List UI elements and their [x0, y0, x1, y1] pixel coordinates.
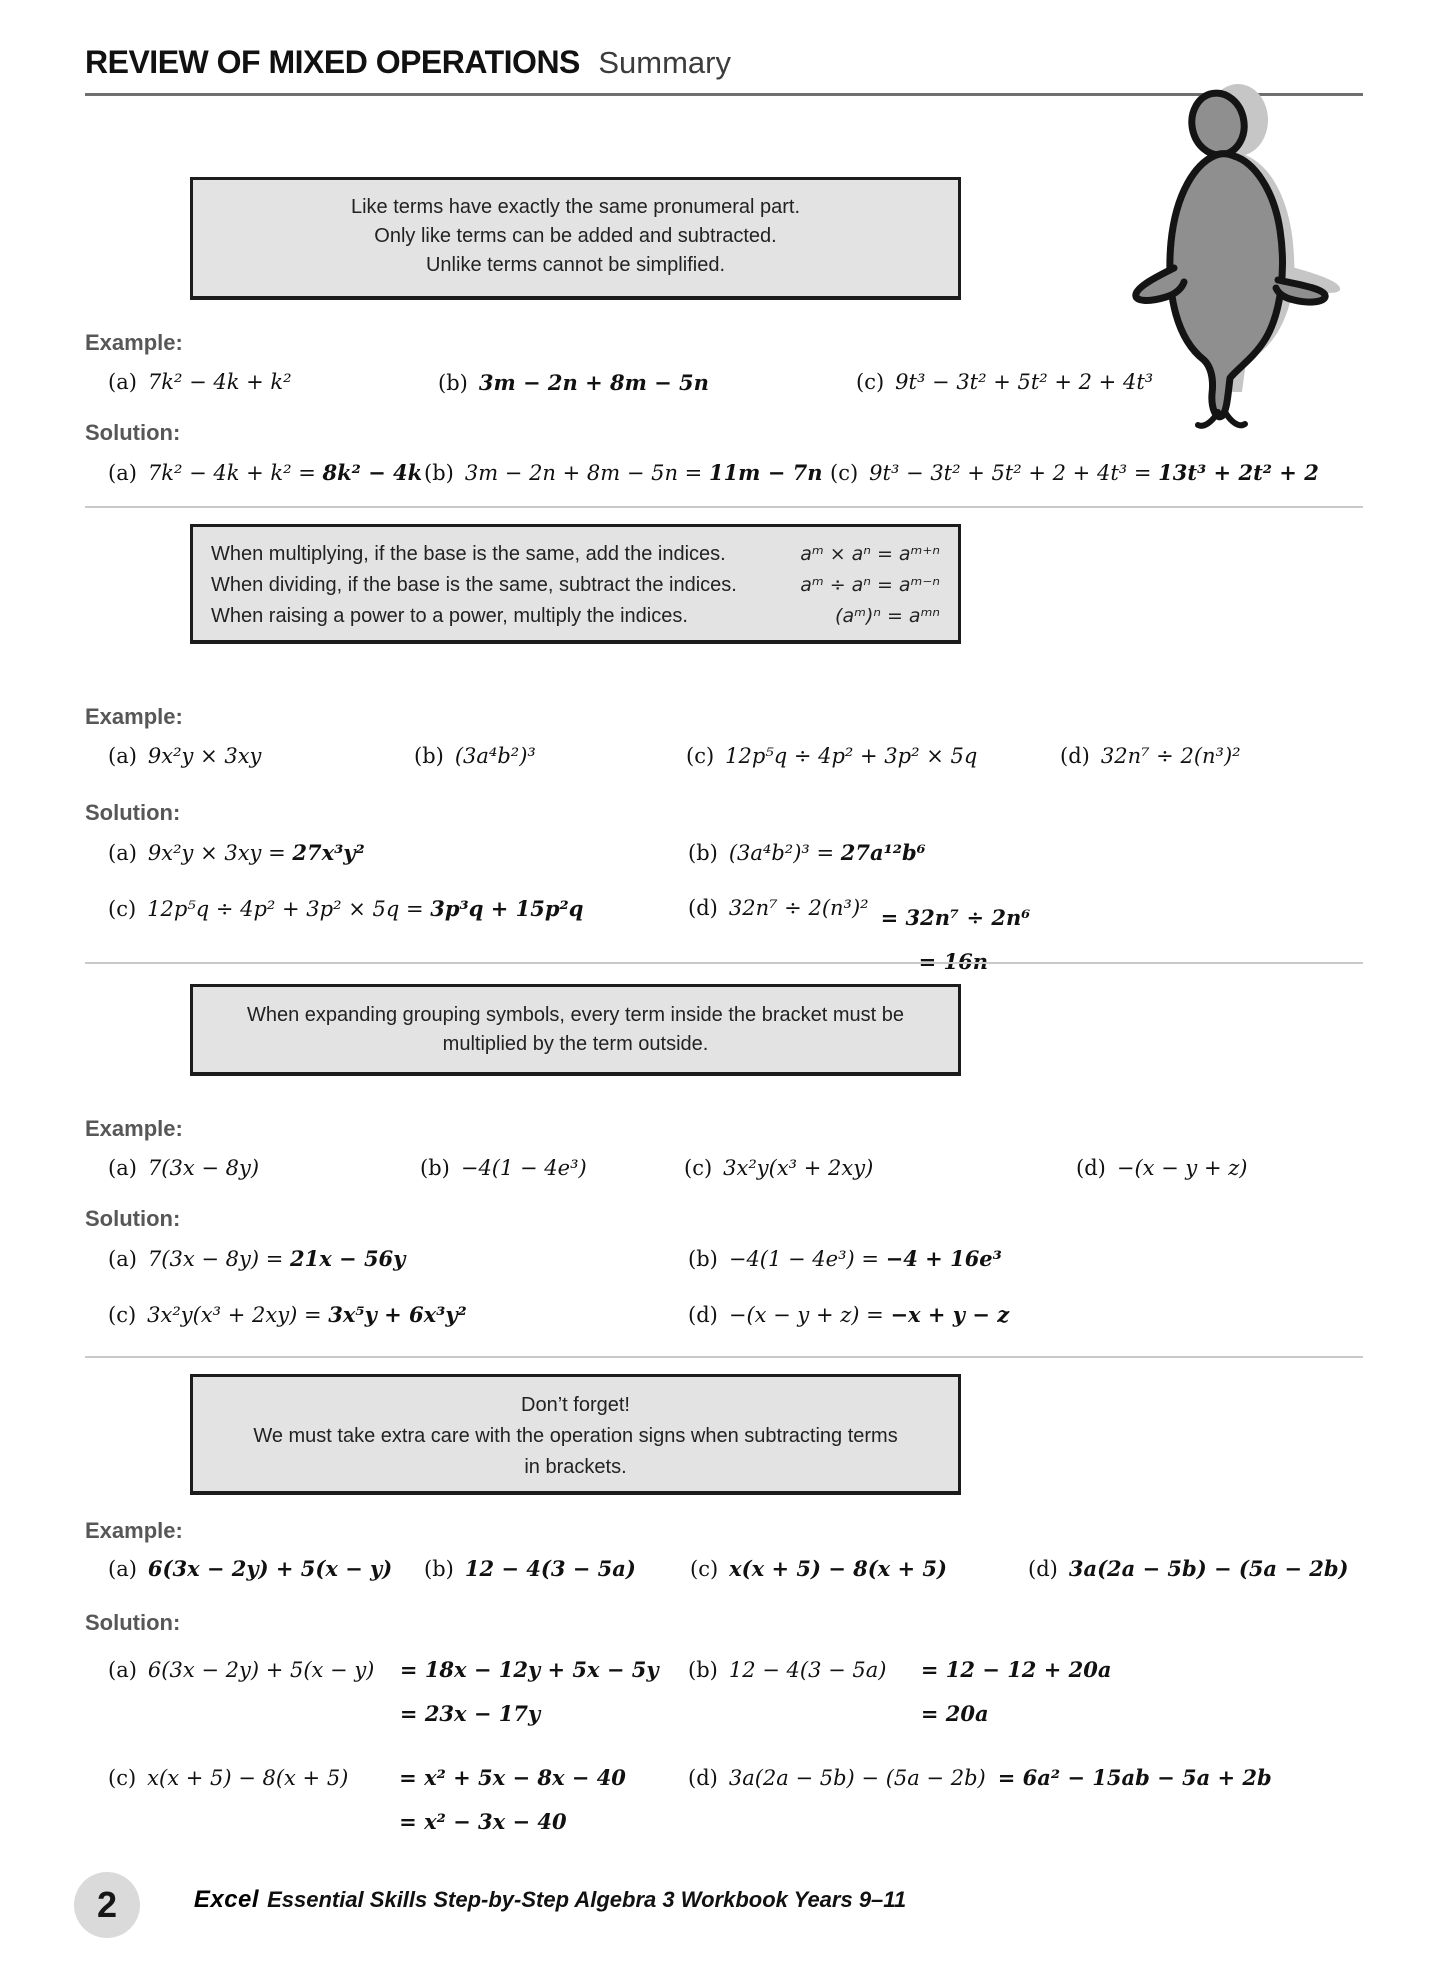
- index-rule: [195, 539, 956, 570]
- solution-item: [688, 896, 1030, 984]
- solution-lhs: −(x − y + z) =: [728, 1303, 891, 1327]
- example-item: [424, 1556, 636, 1581]
- item-label: (b): [414, 744, 444, 768]
- solution-step: = 20a: [920, 1701, 989, 1726]
- page-title: REVIEW OF MIXED OPERATIONS: [85, 44, 580, 80]
- solution-row: [0, 1246, 1445, 1292]
- solution-item: [424, 460, 823, 485]
- solution-row: [0, 1302, 1445, 1348]
- example-item: [420, 1156, 587, 1180]
- example-expression: 7(3x − 8y): [147, 1156, 260, 1180]
- solution-item: [688, 1302, 1009, 1327]
- solution-heading: Solution:: [85, 800, 181, 825]
- item-label: (b): [424, 1557, 454, 1581]
- item-label: (a): [108, 744, 137, 768]
- item-label: (d): [1060, 744, 1090, 768]
- example-expression: x(x + 5) − 8(x + 5): [729, 1556, 947, 1581]
- item-label: (b): [688, 1247, 718, 1271]
- infobox-line: in brackets.: [524, 1456, 627, 1478]
- rule-text: When multiplying, if the base is the same, add the indices.: [211, 543, 726, 565]
- example-expression: 32n⁷ ÷ 2(n³)²: [1100, 744, 1241, 768]
- infobox-line: Unlike terms cannot be simplified.: [425, 254, 725, 276]
- item-label: (c): [690, 1557, 719, 1581]
- example-row: [0, 1156, 1445, 1202]
- item-label: (c): [856, 370, 885, 394]
- index-laws-infobox: [190, 524, 961, 644]
- item-label: (d): [1028, 1557, 1058, 1581]
- section-divider: [85, 962, 1363, 964]
- example-expression: 6(3x − 2y) + 5(x − y): [147, 1556, 393, 1581]
- rule-formula: aᵐ × aⁿ = aᵐ⁺ⁿ: [800, 543, 940, 565]
- example-item: [1076, 1156, 1248, 1180]
- solution-item: [108, 896, 583, 921]
- example-item: [684, 1156, 873, 1180]
- solution-lhs: 12p⁵q ÷ 4p² + 3p² × 5q =: [147, 897, 431, 921]
- solution-row: [0, 840, 1445, 886]
- example-expression: 12 − 4(3 − 5a): [464, 1556, 636, 1581]
- solution-step: = 12 − 12 + 20a: [920, 1657, 1112, 1682]
- person-sketch-illustration: [1126, 72, 1342, 432]
- solution-lhs: 6(3x − 2y) + 5(x − y): [147, 1658, 375, 1682]
- solution-item: [688, 1756, 1272, 1800]
- example-expression: 3a(2a − 5b) − (5a − 2b): [1068, 1556, 1349, 1581]
- rule-text: When dividing, if the base is the same, subtract the indices.: [211, 574, 737, 596]
- example-row: [0, 1556, 1445, 1602]
- solution-steps: [998, 1756, 1272, 1800]
- example-expression: 9x²y × 3xy: [147, 744, 262, 768]
- example-item: [438, 370, 709, 395]
- example-heading: Example:: [85, 704, 183, 729]
- solution-row: [0, 896, 1445, 988]
- solution-item: [688, 1648, 1111, 1736]
- footer: [150, 1886, 950, 1914]
- solution-result: 3x⁵y + 6x³y²: [328, 1302, 467, 1327]
- infobox-line: We must take extra care with the operation signs when subtracting terms: [253, 1425, 898, 1447]
- solution-lhs: 32n⁷ ÷ 2(n³)²: [728, 896, 869, 920]
- item-label: (a): [108, 461, 137, 485]
- solution-step: = 32n⁷ ÷ 2n⁶: [880, 905, 1031, 930]
- solution-row: [0, 1648, 1445, 1748]
- solution-step: = 16n: [918, 949, 988, 974]
- solution-lhs: 7k² − 4k + k² =: [147, 461, 323, 485]
- solution-lhs: 12 − 4(3 − 5a): [728, 1658, 887, 1682]
- solution-result: −4 + 16e³: [885, 1246, 1002, 1271]
- solution-result: 27x³y²: [292, 840, 365, 865]
- solution-lhs: 9t³ − 3t² + 5t² + 2 + 4t³ =: [869, 461, 1159, 485]
- item-label: (a): [108, 1658, 137, 1682]
- example-item: [108, 1556, 392, 1581]
- rule-formula: (aᵐ)ⁿ = aᵐⁿ: [835, 605, 940, 627]
- item-label: (c): [108, 1303, 137, 1327]
- page-number-badge: 2: [74, 1872, 140, 1938]
- solution-step: = x² − 3x − 40: [399, 1809, 567, 1834]
- solution-result: 21x − 56y: [289, 1246, 406, 1271]
- solution-result: 27a¹²b⁶: [840, 840, 926, 865]
- item-label: (a): [108, 1247, 137, 1271]
- item-label: (c): [108, 897, 137, 921]
- infobox-line: When expanding grouping symbols, every term inside the bracket must be: [246, 1004, 904, 1026]
- item-label: (a): [108, 370, 137, 394]
- item-label: (d): [688, 1766, 718, 1790]
- solution-item: [108, 1756, 626, 1844]
- solution-lhs: (3a⁴b²)³ =: [728, 841, 841, 865]
- example-item: [1060, 744, 1241, 768]
- item-label: (b): [688, 841, 718, 865]
- solution-row: [0, 460, 1445, 506]
- index-rule: [195, 570, 956, 601]
- item-label: (a): [108, 1557, 137, 1581]
- solution-steps: [400, 1648, 659, 1736]
- example-expression: 12p⁵q ÷ 4p² + 3p² × 5q: [725, 744, 978, 768]
- example-item: [856, 370, 1153, 394]
- example-expression: 3m − 2n + 8m − 5n: [478, 370, 709, 395]
- example-item: [108, 370, 292, 394]
- solution-result: 11m − 7n: [708, 460, 823, 485]
- solution-heading: Solution:: [85, 420, 181, 445]
- infobox-line: Only like terms can be added and subtracted.: [374, 225, 777, 247]
- example-expression: (3a⁴b²)³: [454, 744, 536, 768]
- example-row: [0, 744, 1445, 790]
- item-label: (a): [108, 1156, 137, 1180]
- example-item: [414, 744, 536, 768]
- example-expression: −(x − y + z): [1116, 1156, 1248, 1180]
- item-label: (c): [830, 461, 859, 485]
- solution-result: −x + y − z: [890, 1302, 1010, 1327]
- item-label: (a): [108, 841, 137, 865]
- solution-result: 13t³ + 2t² + 2: [1158, 460, 1319, 485]
- example-heading: Example:: [85, 1518, 183, 1543]
- section-divider: [85, 506, 1363, 508]
- solution-row: [0, 1756, 1445, 1856]
- solution-result: 3p³q + 15p²q: [430, 896, 584, 921]
- solution-lhs: 3a(2a − 5b) − (5a − 2b): [728, 1766, 986, 1790]
- solution-item: [108, 1302, 467, 1327]
- solution-item: [108, 840, 365, 865]
- infobox-line: Like terms have exactly the same pronumeral part.: [350, 196, 801, 218]
- item-label: (c): [684, 1156, 713, 1180]
- solution-item: [108, 1648, 659, 1736]
- example-item: [690, 1556, 947, 1581]
- solution-lhs: 3x²y(x³ + 2xy) =: [147, 1303, 329, 1327]
- example-expression: 7k² − 4k + k²: [147, 370, 292, 394]
- example-expression: −4(1 − 4e³): [460, 1156, 587, 1180]
- solution-step: = 23x − 17y: [399, 1701, 541, 1726]
- item-label: (d): [688, 896, 718, 920]
- example-expression: 9t³ − 3t² + 5t² + 2 + 4t³: [895, 370, 1154, 394]
- like-terms-infobox: [190, 177, 961, 300]
- solution-lhs: x(x + 5) − 8(x + 5): [147, 1766, 349, 1790]
- item-label: (b): [688, 1658, 718, 1682]
- solution-steps: [881, 896, 1031, 984]
- solution-heading: Solution:: [85, 1610, 181, 1635]
- excel-brand-logo: Excel: [193, 1886, 260, 1913]
- solution-item: [830, 460, 1319, 485]
- item-label: (b): [420, 1156, 450, 1180]
- item-label: (b): [424, 461, 454, 485]
- example-item: [108, 744, 261, 768]
- example-heading: Example:: [85, 1116, 183, 1141]
- example-item: [1028, 1556, 1349, 1581]
- solution-result: 8k² − 4k: [322, 460, 423, 485]
- item-label: (d): [688, 1303, 718, 1327]
- solution-lhs: −4(1 − 4e³) =: [728, 1247, 886, 1271]
- solution-lhs: 7(3x − 8y) =: [147, 1247, 290, 1271]
- solution-steps: [399, 1756, 626, 1844]
- example-item: [686, 744, 977, 768]
- infobox-line: multiplied by the term outside.: [442, 1033, 709, 1055]
- infobox-line: Don’t forget!: [521, 1394, 630, 1416]
- index-rule: [195, 601, 956, 632]
- rule-text: When raising a power to a power, multiply the indices.: [211, 605, 688, 627]
- item-label: (d): [1076, 1156, 1106, 1180]
- expanding-infobox: [190, 984, 961, 1076]
- solution-lhs: 3m − 2n + 8m − 5n =: [464, 461, 709, 485]
- dont-forget-infobox: [190, 1374, 961, 1495]
- solution-lhs: 9x²y × 3xy =: [147, 841, 293, 865]
- item-label: (b): [438, 371, 468, 395]
- rule-formula: aᵐ ÷ aⁿ = aᵐ⁻ⁿ: [800, 574, 940, 596]
- item-label: (c): [686, 744, 715, 768]
- page-subtitle: Summary: [598, 45, 731, 80]
- solution-step: = 18x − 12y + 5x − 5y: [399, 1657, 659, 1682]
- example-item: [108, 1156, 259, 1180]
- solution-item: [688, 840, 926, 865]
- solution-heading: Solution:: [85, 1206, 181, 1231]
- solution-steps: [921, 1648, 1112, 1736]
- example-heading: Example:: [85, 330, 183, 355]
- example-expression: 3x²y(x³ + 2xy): [723, 1156, 874, 1180]
- solution-item: [108, 1246, 405, 1271]
- solution-item: [688, 1246, 1002, 1271]
- solution-step: = x² + 5x − 8x − 40: [399, 1765, 626, 1790]
- solution-step: = 6a² − 15ab − 5a + 2b: [997, 1765, 1272, 1790]
- footer-book-title: Essential Skills Step-by-Step Algebra 3 Workbook Years 9–11: [267, 1887, 907, 1912]
- solution-item: [108, 460, 422, 485]
- item-label: (c): [108, 1766, 137, 1790]
- section-divider: [85, 1356, 1363, 1358]
